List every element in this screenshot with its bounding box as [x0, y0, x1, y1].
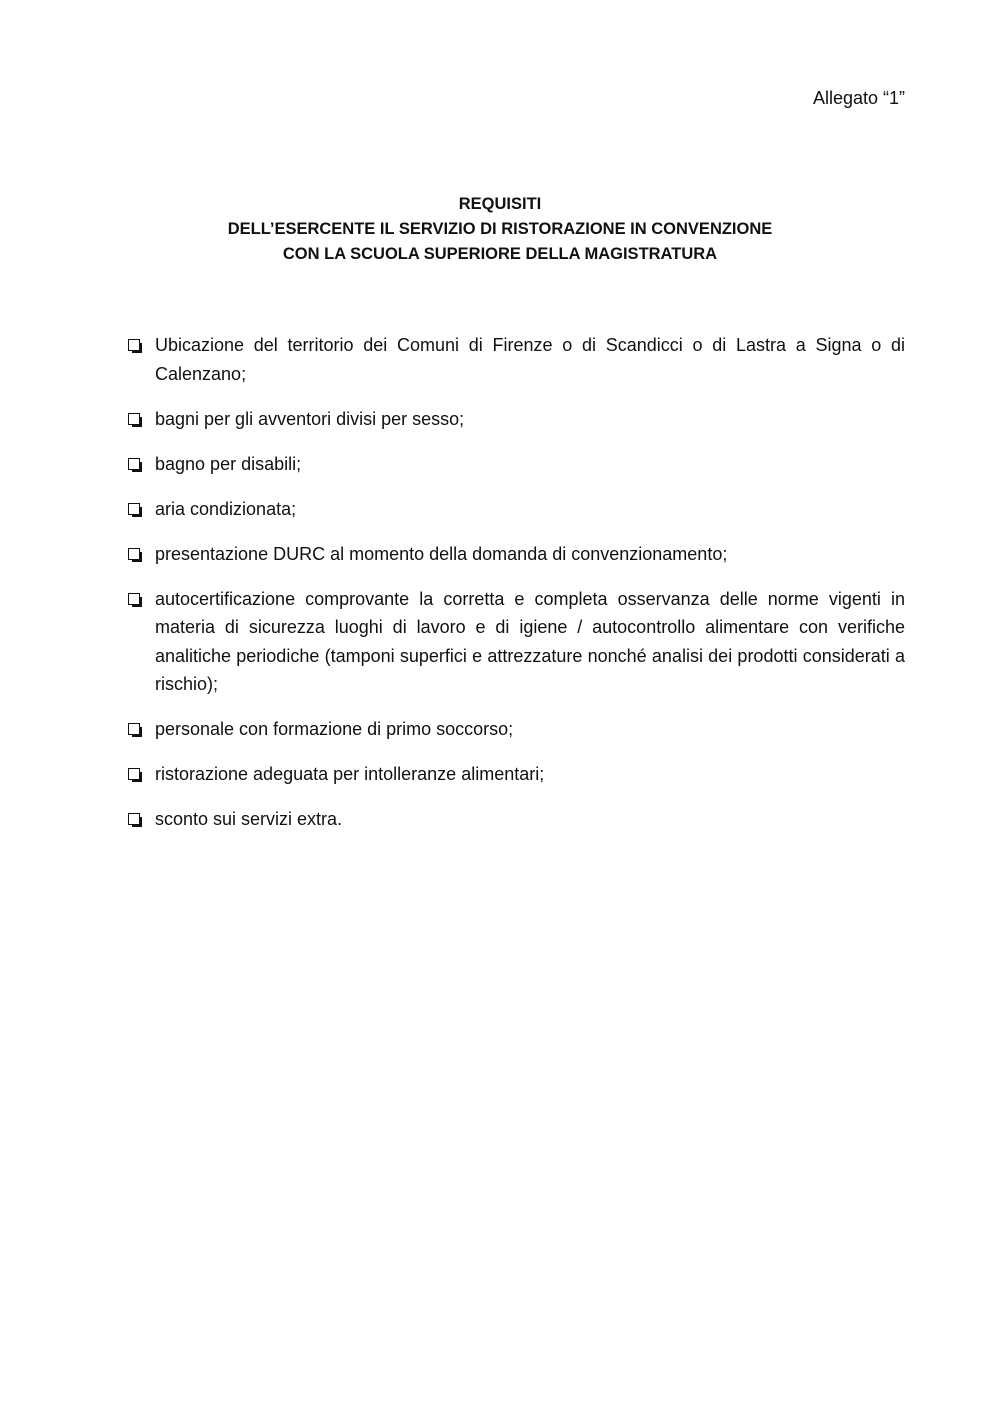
checkbox-icon: [127, 495, 155, 524]
requirements-list: [127, 331, 905, 850]
list-item: [127, 585, 905, 699]
requirement-text: Ubicazione del territorio dei Comuni di Firenze o di Scandicci o di Lastra a Signa o di Calenzano;: [155, 335, 905, 384]
requirement-text: aria condizionata;: [155, 498, 297, 519]
list-item: [127, 805, 905, 834]
requirement-text: presentazione DURC al momento della domanda di convenzionamento;: [155, 543, 728, 564]
checkbox-icon: [127, 805, 155, 834]
list-item: [127, 405, 905, 434]
requirement-text: ristorazione adeguata per intolleranze alimentari;: [155, 764, 545, 784]
requirement-text: autocertificazione comprovante la corretta e completa osservanza delle norme vigenti in materia di sicurezza luoghi di lavoro e di igiene / autocontrollo alimentare con verifiche analitiche periodiche (tamponi superfici e attrezzature nonché analisi dei prodotti considerati a rischio);: [155, 588, 905, 694]
list-item: [127, 495, 905, 524]
list-item: [127, 760, 905, 789]
title-line-2: DELL’ESERCENTE IL SERVIZIO DI RISTORAZIONE IN CONVENZIONE: [227, 220, 773, 238]
checkbox-icon: [127, 450, 155, 479]
checkbox-icon: [127, 715, 155, 744]
requirement-text: bagno per disabili;: [155, 453, 302, 474]
list-item: [127, 331, 905, 388]
list-item: [127, 450, 905, 479]
checkbox-icon: [127, 760, 155, 789]
requirement-text: bagni per gli avventori divisi per sesso;: [155, 408, 465, 429]
annex-label: Allegato “1”: [812, 88, 905, 108]
checkbox-icon: [127, 331, 155, 360]
checkbox-icon: [127, 585, 155, 614]
title-line-3: CON LA SCUOLA SUPERIORE DELLA MAGISTRATURA: [282, 245, 718, 263]
title-line-1: REQUISITI: [458, 195, 542, 213]
list-item: [127, 540, 905, 569]
checkbox-icon: [127, 540, 155, 569]
requirement-text: personale con formazione di primo soccorso;: [155, 719, 514, 739]
list-item: [127, 715, 905, 744]
checkbox-icon: [127, 405, 155, 434]
document-title: [0, 192, 1000, 267]
requirement-text: sconto sui servizi extra.: [155, 809, 343, 829]
